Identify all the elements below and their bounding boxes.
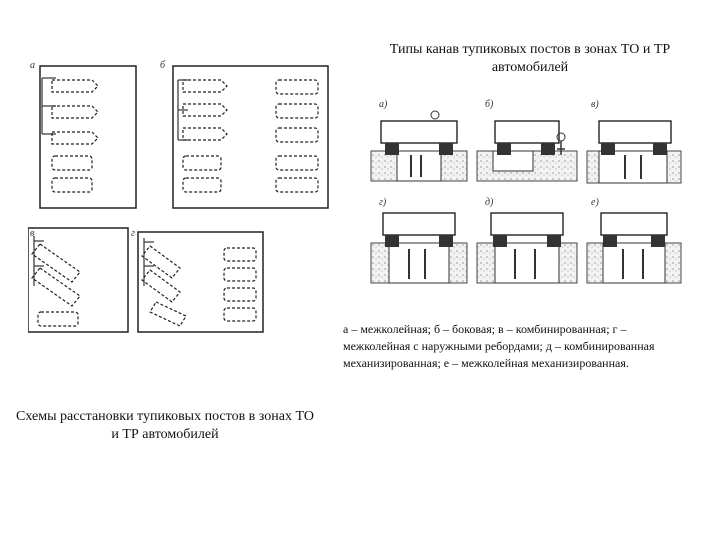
panel-label-a: а bbox=[30, 60, 35, 71]
scheme-panel-b bbox=[160, 60, 328, 208]
pit-panel-g bbox=[371, 197, 467, 283]
panel-label-a: а) bbox=[379, 99, 388, 110]
panel-label-b: б bbox=[160, 60, 166, 71]
pit-panel-d bbox=[477, 197, 577, 283]
panel-label-v: в bbox=[30, 228, 35, 239]
diagram-caption: Схемы расстановки тупиковых постов в зонах ТО и ТР автомобилей bbox=[16, 409, 314, 442]
panel-label-e: е) bbox=[591, 197, 599, 208]
panel-label-g: г) bbox=[379, 197, 387, 208]
panel-label-d: д) bbox=[485, 197, 494, 208]
pit-panel-a bbox=[371, 99, 467, 181]
slide-title: Типы канав тупиковых постов в зонах ТО и ТР автомобилей bbox=[389, 42, 671, 75]
panel-label-g: г bbox=[131, 228, 135, 239]
pit-panel-e bbox=[587, 197, 681, 283]
scheme-panel-a bbox=[30, 60, 136, 208]
pit-panel-b bbox=[477, 99, 577, 181]
posts-layout-diagram bbox=[28, 56, 333, 336]
scheme-panel-g bbox=[131, 228, 263, 332]
pit-types-diagram bbox=[365, 93, 685, 303]
scheme-panel-v bbox=[28, 228, 128, 332]
panel-label-v: в) bbox=[591, 99, 599, 110]
pit-types-legend: а – межколейная; б – боковая; в – комбинированная; г – межколейная с наружными ребордами; д – комбинированная механизированная; е – межколейная механизированная. bbox=[343, 322, 655, 370]
pit-panel-v bbox=[587, 99, 681, 183]
panel-label-b: б) bbox=[485, 99, 494, 110]
